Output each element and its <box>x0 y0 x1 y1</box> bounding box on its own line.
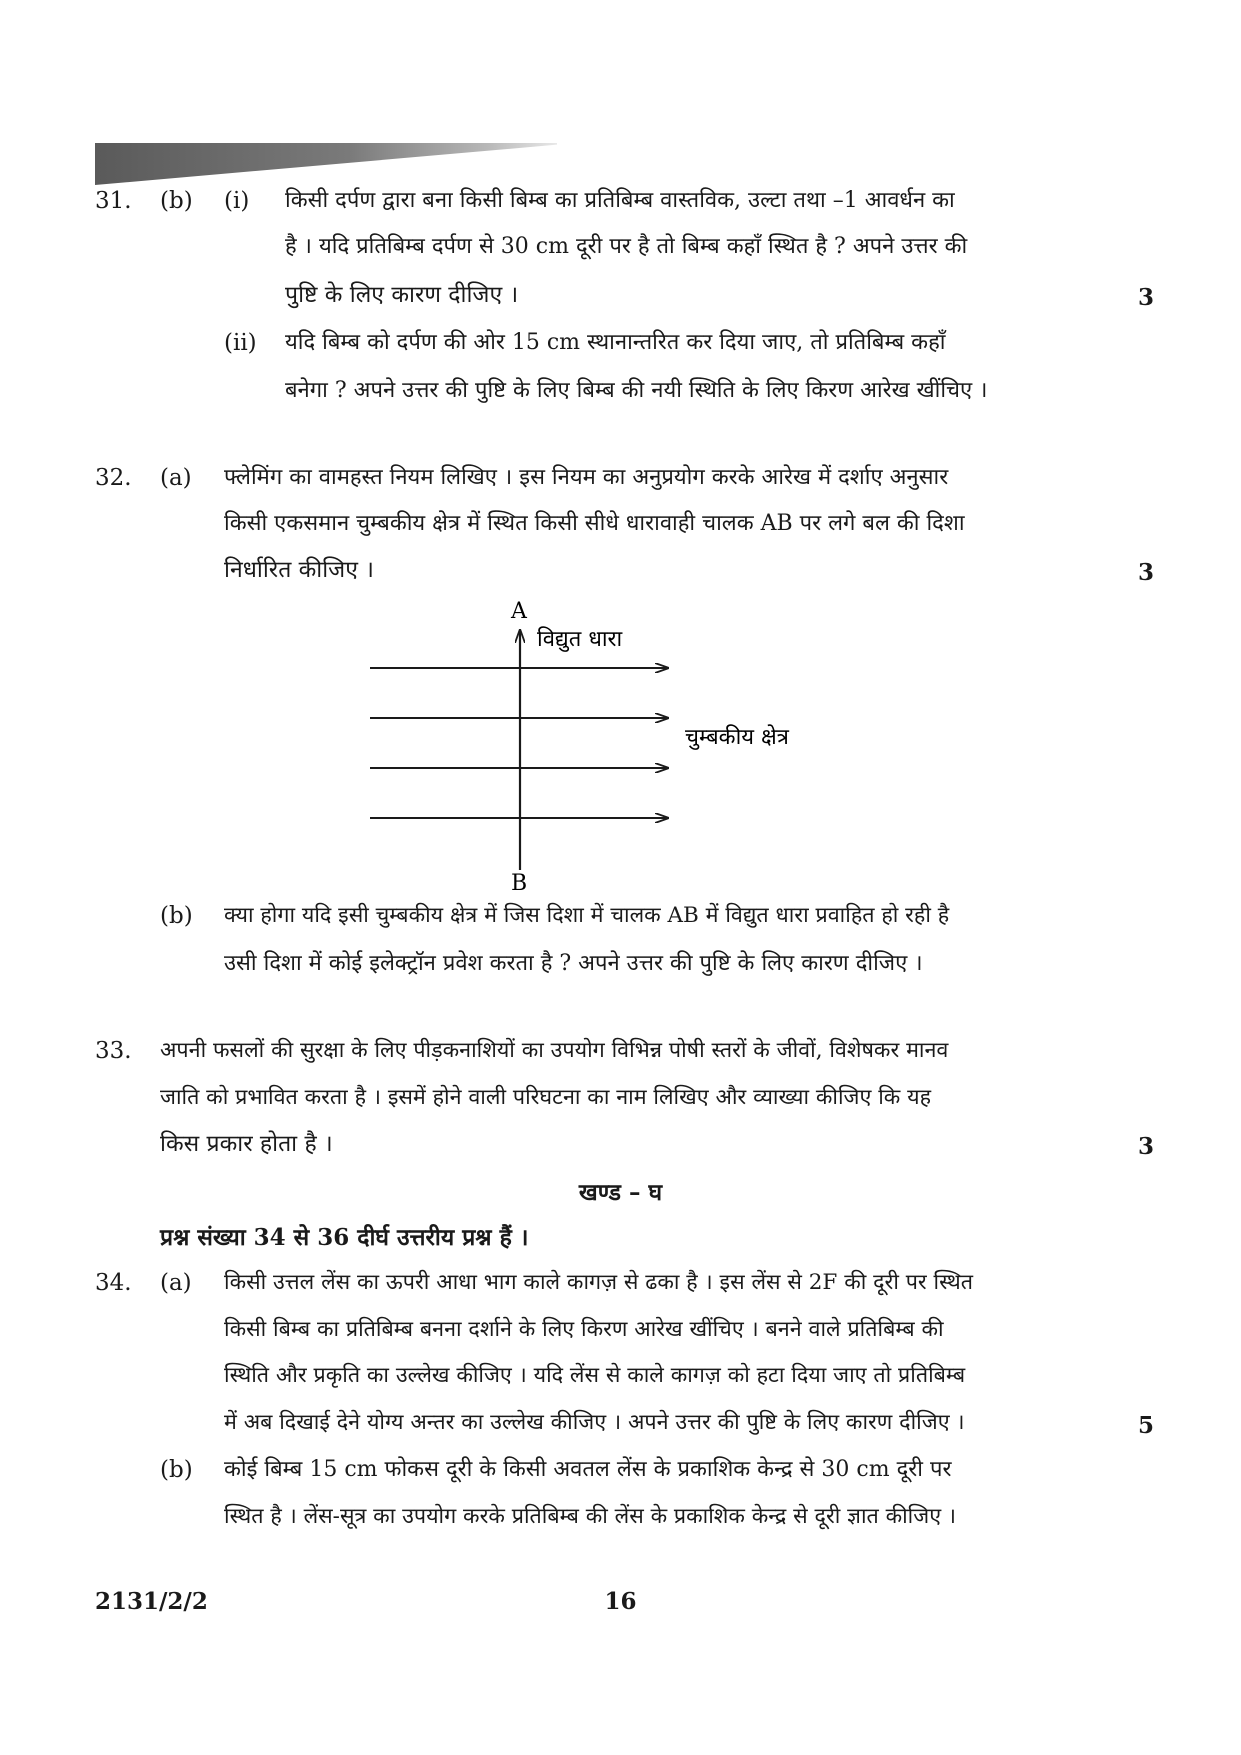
question-text-line: बनेगा ? अपने उत्तर की पुष्टि के लिए बिम्ब की नयी स्थिति के लिए किरण आरेख खींचिए । <box>285 378 988 403</box>
label-b: B <box>511 871 528 890</box>
current-label: विद्युत धारा <box>537 627 623 652</box>
question-text-line: उसी दिशा में कोई इलेक्ट्रॉन प्रवेश करता है ? अपने उत्तर की पुष्टि के लिए कारण दीजिए । <box>224 951 923 976</box>
question-text-line: किसी बिम्ब का प्रतिबिम्ब बनना दर्शाने के लिए किरण आरेख खींचिए । बनने वाले प्रतिबिम्ब की <box>224 1317 944 1342</box>
question-text-line: स्थित है । लेंस-सूत्र का उपयोग करके प्रतिबिम्ब की लेंस के प्रकाशिक केन्द्र से दूरी ज्ञात कीजिए । <box>224 1504 957 1529</box>
header-bar <box>95 143 557 185</box>
question-text-line: कोई बिम्ब 15 cm फोकस दूरी के किसी अवतल लेंस के प्रकाशिक केन्द्र से 30 cm दूरी पर <box>224 1457 952 1482</box>
question-text-line: किसी दर्पण द्वारा बना किसी बिम्ब का प्रतिबिम्ब वास्तविक, उल्टा तथा –1 आवर्धन का <box>285 188 955 213</box>
marks: 3 <box>1138 559 1155 586</box>
question-text-line: पुष्टि के लिए कारण दीजिए । <box>285 282 519 308</box>
question-text-line: क्या होगा यदि इसी चुम्बकीय क्षेत्र में जिस दिशा में चालक AB में विद्युत धारा प्रवाहित हो रही है <box>224 903 950 928</box>
question-text-line: यदि बिम्ब को दर्पण की ओर 15 cm स्थानान्तरित कर दिया जाए, तो प्रतिबिम्ब कहाँ <box>285 330 946 355</box>
question-number: 34. <box>95 1270 132 1296</box>
question-text-line: निर्धारित कीजिए । <box>224 557 375 583</box>
question-text-line: किस प्रकार होता है । <box>160 1131 333 1157</box>
field-label: चुम्बकीय क्षेत्र <box>685 725 789 750</box>
part-label: (b) <box>160 188 193 214</box>
marks: 3 <box>1138 1133 1155 1160</box>
question-text-line: फ्लेमिंग का वामहस्त नियम लिखिए । इस नियम का अनुप्रयोग करके आरेख में दर्शाए अनुसार <box>224 465 949 490</box>
question-text-line: किसी एकसमान चुम्बकीय क्षेत्र में स्थित किसी सीधे धारावाही चालक AB पर लगे बल की दिशा <box>224 511 965 536</box>
part-label: (b) <box>160 1457 193 1483</box>
magnetic-field-diagram <box>340 590 860 890</box>
question-text-line: है । यदि प्रतिबिम्ब दर्पण से 30 cm दूरी पर है तो बिम्ब कहाँ स्थित है ? अपने उत्तर की <box>285 234 968 259</box>
question-text-line: अपनी फसलों की सुरक्षा के लिए पीड़कनाशियों का उपयोग विभिन्न पोषी स्तरों के जीवों, विशेषकर मानव <box>160 1038 949 1063</box>
subpart-label: (ii) <box>224 330 257 356</box>
marks: 3 <box>1138 284 1155 311</box>
section-instruction: प्रश्न संख्या 34 से 36 दीर्घ उत्तरीय प्रश्न हैं । <box>160 1224 529 1251</box>
question-text-line: जाति को प्रभावित करता है । इसमें होने वाली परिघटना का नाम लिखिए और व्याख्या कीजिए कि यह <box>160 1085 932 1110</box>
page-number: 16 <box>604 1588 637 1615</box>
part-label: (b) <box>160 903 193 929</box>
question-number: 32. <box>95 465 132 491</box>
part-label: (a) <box>160 1270 192 1296</box>
section-title: खण्ड – घ <box>578 1179 663 1206</box>
part-label: (a) <box>160 465 192 491</box>
label-a: A <box>511 599 527 624</box>
marks: 5 <box>1138 1412 1155 1439</box>
question-text-line: किसी उत्तल लेंस का ऊपरी आधा भाग काले कागज़ से ढका है । इस लेंस से 2F की दूरी पर स्थित <box>224 1270 974 1295</box>
subpart-label: (i) <box>224 188 250 214</box>
question-text-line: में अब दिखाई देने योग्य अन्तर का उल्लेख कीजिए । अपने उत्तर की पुष्टि के लिए कारण दीजिए । <box>224 1410 965 1435</box>
paper-code: 2131/2/2 <box>95 1588 208 1615</box>
question-number: 33. <box>95 1038 132 1064</box>
question-text-line: स्थिति और प्रकृति का उल्लेख कीजिए । यदि लेंस से काले कागज़ को हटा दिया जाए तो प्रतिबिम्ब <box>224 1363 966 1388</box>
question-number: 31. <box>95 188 132 214</box>
